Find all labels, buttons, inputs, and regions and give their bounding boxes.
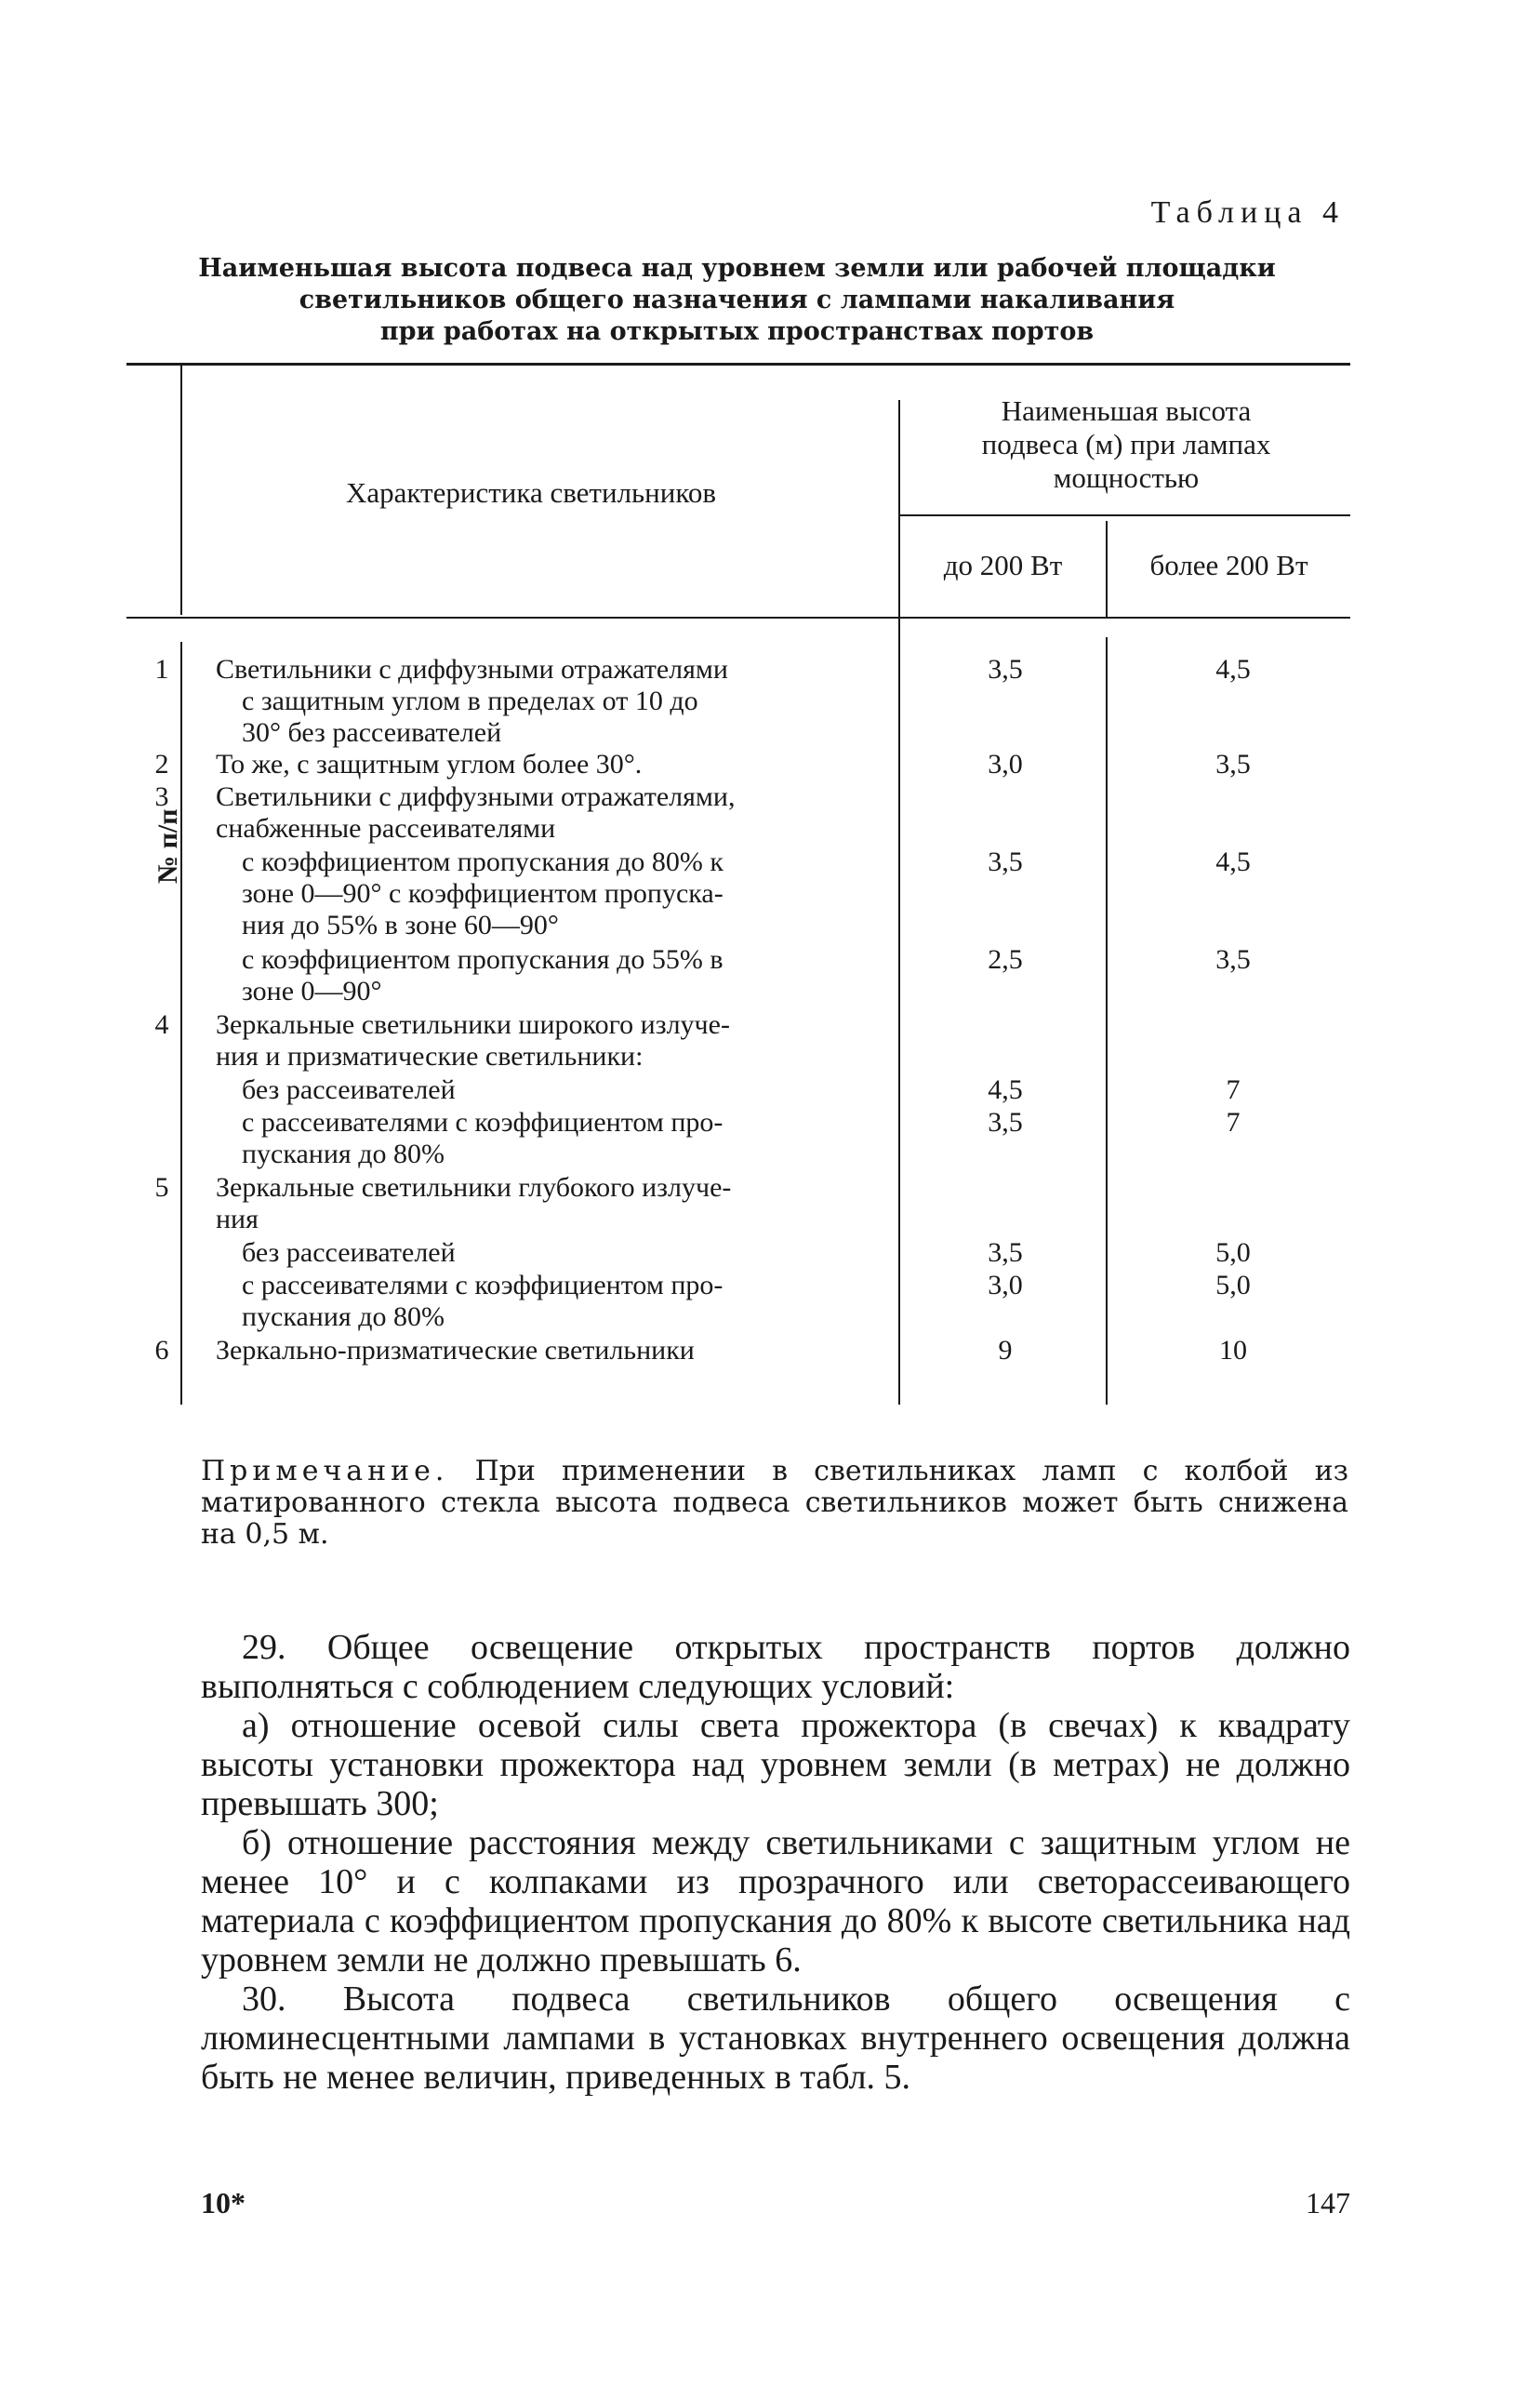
row-text [216, 1009, 1016, 1073]
row-line: без рассеивателей [242, 1074, 456, 1105]
value-gt200: 4,5 [1215, 654, 1251, 685]
row-line: Светильники с диффузными отражателями, [216, 781, 736, 812]
row-text [216, 1107, 1016, 1170]
header-le200: до 200 Вт [943, 549, 1063, 581]
value-le200: 4,5 [988, 1074, 1023, 1105]
title-line: светильников общего назначения с лампами накаливания [299, 286, 1175, 314]
row-line: пускания до 80% [242, 1139, 445, 1169]
row-line: 30° без рассеивателей [242, 717, 502, 748]
value-gt200: 4,5 [1215, 846, 1251, 877]
note-text: При применении в светильниках ламп с колбой из матированного стекла высота подвеса светильников может быть снижена на 0,5 м. [201, 1455, 1348, 1551]
header-height-group [908, 394, 1345, 495]
col-divider-3 [1106, 521, 1108, 617]
body-text [201, 1628, 1350, 2097]
paragraph: 30. Высота подвеса светильников общего освещения с люминесцентными лампами в установках внутреннего освещения должна быть не менее величин, приведенных в табл. 5. [201, 1979, 1350, 2097]
header-gt200: более 200 Вт [1149, 549, 1308, 581]
paragraph: б) отношение расстояния между светильниками с защитным углом не менее 10° и с колпаками из прозрачного или светорассеивающего материала с коэффициентом пропускания до 80% к высоте светильника над уровнем земли не должно превышать 6. [201, 1823, 1350, 1979]
title-line: при работах на открытых пространствах портов [379, 317, 1095, 346]
row-line: с защитным углом в пределах от 10 до [242, 686, 698, 716]
row-line: Зеркальные светильники широкого излуче- [216, 1009, 730, 1040]
row-line: без рассеивателей [242, 1237, 456, 1268]
row-line: пускания до 80% [242, 1301, 445, 1332]
value-gt200: 10 [1219, 1335, 1247, 1366]
header-height-line: подвеса (м) при лампах [981, 428, 1271, 460]
table-top-rule [126, 363, 1350, 366]
value-gt200: 7 [1226, 1074, 1241, 1105]
row-line: зоне 0—90° с коэффициентом пропуска- [242, 878, 724, 909]
note-label: Примечание. [201, 1455, 449, 1487]
row-line: Зеркальные светильники глубокого излуче- [216, 1172, 732, 1203]
value-gt200: 7 [1226, 1107, 1241, 1138]
row-line: ния и призматические светильники: [216, 1041, 644, 1072]
row-line: Зеркально-призматические светильники [216, 1335, 695, 1366]
signature-mark: 10* [201, 2186, 246, 2219]
row-line: ния [216, 1204, 259, 1234]
value-gt200: 5,0 [1215, 1270, 1251, 1300]
row-text [216, 781, 1016, 845]
col-divider-1 [180, 366, 182, 615]
value-gt200: 5,0 [1215, 1237, 1251, 1268]
row-text [216, 1074, 1016, 1106]
row-number: 1 [154, 654, 169, 685]
row-line: снабженные рассеивателями [216, 813, 556, 844]
row-text [216, 1237, 1016, 1269]
value-le200: 9 [998, 1335, 1013, 1366]
value-gt200: 3,5 [1215, 749, 1251, 780]
header-characteristic: Характеристика светильников [346, 476, 716, 509]
row-number: 4 [154, 1009, 169, 1040]
row-line: с коэффициентом пропускания до 55% в [242, 944, 724, 975]
row-number: 2 [154, 749, 169, 780]
table-note [201, 1456, 1348, 1551]
row-number: 5 [154, 1172, 169, 1203]
row-line: с коэффициентом пропускания до 80% к [242, 846, 724, 877]
row-line: с рассеивателями с коэффициентом про- [242, 1107, 724, 1138]
col-divider-1b [180, 642, 182, 1405]
value-le200: 3,5 [988, 1237, 1023, 1268]
row-line: ния до 55% в зоне 60—90° [242, 910, 559, 940]
row-text [216, 846, 1016, 941]
row-line: Светильники с диффузными отражателями [216, 654, 728, 685]
value-le200: 2,5 [988, 944, 1023, 975]
header-height-line: Наименьшая высота [1001, 394, 1252, 427]
row-number: 6 [154, 1335, 169, 1366]
value-gt200: 3,5 [1215, 944, 1251, 975]
value-le200: 3,5 [988, 654, 1023, 685]
value-le200: 3,5 [988, 1107, 1023, 1138]
row-text [216, 1270, 1016, 1333]
value-le200: 3,5 [988, 846, 1023, 877]
page-number: 147 [1306, 2186, 1350, 2219]
table-header-rule [126, 617, 1350, 619]
row-line: зоне 0—90° [242, 976, 382, 1006]
row-text [216, 944, 1016, 1007]
row-number: 3 [154, 781, 169, 812]
header-height-line: мощностью [1053, 461, 1200, 494]
data-table [126, 363, 1350, 1414]
row-text [216, 1172, 1016, 1235]
title-line: Наименьшая высота подвеса над уровнем земли или рабочей площадки [198, 254, 1276, 283]
subheader-rule [898, 514, 1350, 516]
row-line: То же, с защитным углом более 30°. [216, 749, 643, 780]
value-le200: 3,0 [988, 1270, 1023, 1300]
paragraph: 29. Общее освещение открытых пространств портов должно выполняться с соблюдением следующих условий: [201, 1628, 1350, 1706]
table-title [177, 253, 1297, 348]
row-text [216, 654, 1016, 749]
table-label: Таблица 4 [1150, 195, 1345, 230]
paragraph: а) отношение осевой силы света прожектора (в свечах) к квадрату высоты установки прожектора над уровнем земли (в метрах) не должно превышать 300; [201, 1706, 1350, 1823]
row-text [216, 1335, 1016, 1366]
value-le200: 3,0 [988, 749, 1023, 780]
row-text [216, 749, 1016, 780]
header-num: № п/п [153, 808, 183, 884]
row-line: с рассеивателями с коэффициентом про- [242, 1270, 724, 1300]
